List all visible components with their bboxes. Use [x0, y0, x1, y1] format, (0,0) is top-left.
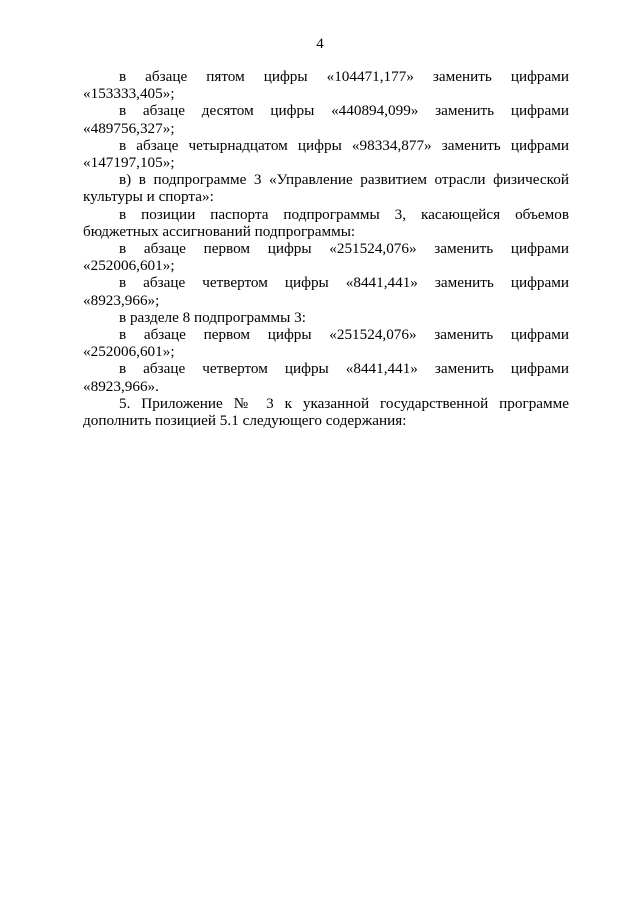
paragraph-6: в абзаце первом цифры «251524,076» заменить цифрами «252006,601»; — [83, 240, 569, 275]
paragraph-9: в абзаце первом цифры «251524,076» заменить цифрами «252006,601»; — [83, 326, 569, 361]
paragraph-2: в абзаце десятом цифры «440894,099» заменить цифрами «489756,327»; — [83, 102, 569, 137]
paragraph-8: в разделе 8 подпрограммы 3: — [119, 308, 306, 326]
paragraph-4: в) в подпрограмме 3 «Управление развитием отрасли физической культуры и спорта»: — [83, 171, 569, 206]
paragraph-1: в абзаце пятом цифры «104471,177» заменить цифрами «153333,405»; — [83, 68, 569, 103]
paragraph-10: в абзаце четвертом цифры «8441,441» заменить цифрами «8923,966». — [83, 360, 569, 395]
paragraph-7: в абзаце четвертом цифры «8441,441» заменить цифрами «8923,966»; — [83, 274, 569, 309]
page-number: 4 — [316, 36, 324, 52]
paragraph-5: в позиции паспорта подпрограммы 3, касающейся объемов бюджетных ассигнований подпрограммы: — [83, 205, 569, 240]
document-body — [83, 68, 569, 429]
paragraph-3: в абзаце четырнадцатом цифры «98334,877» заменить цифрами «147197,105»; — [83, 136, 569, 172]
paragraph-11: 5. Приложение № 3 к указанной государственной программе дополнить позицией 5.1 следующего содержания: — [83, 394, 569, 430]
